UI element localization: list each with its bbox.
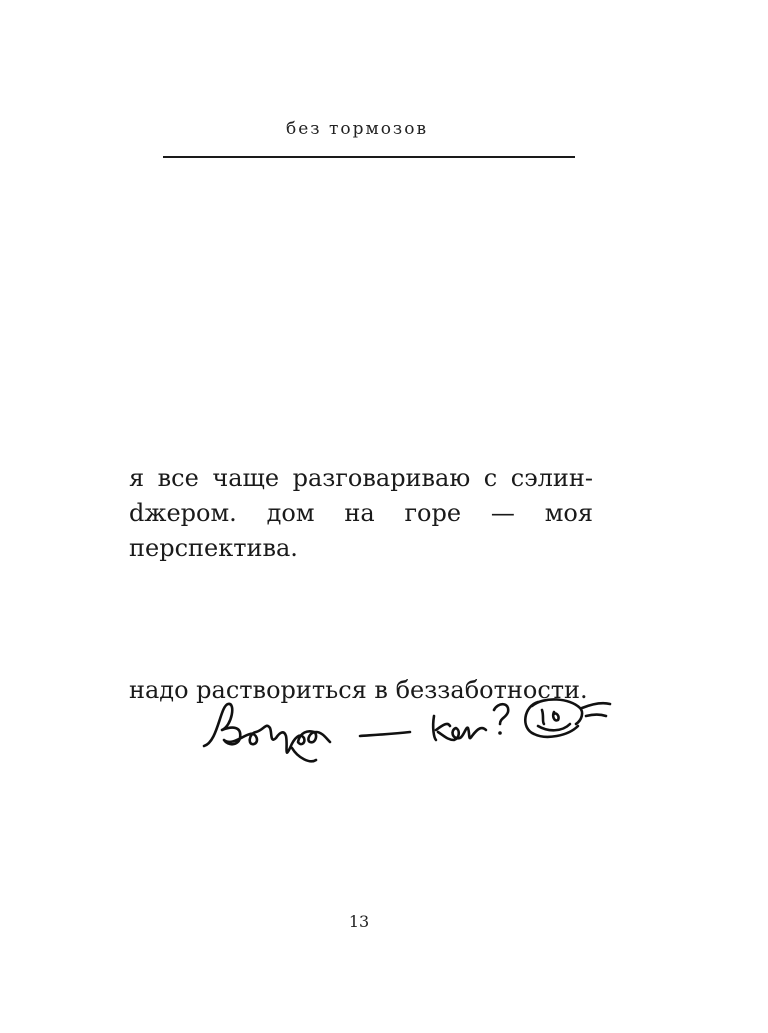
handwritten-question-mark <box>494 704 508 724</box>
page-number: 13 <box>348 912 370 931</box>
paragraph-1: я все чаще разговариваю с сэлинdжером. дом на горе — моя перспектива. <box>129 464 593 562</box>
paragraph-2: надо раствориться в беззаботности. <box>129 676 588 704</box>
handwritten-word-vopros <box>204 704 330 753</box>
header-rule <box>163 156 575 158</box>
running-head: без тормозов <box>285 119 429 139</box>
handwritten-word-vopros-tail <box>292 748 316 761</box>
handwritten-word-kak <box>433 716 486 740</box>
handwritten-dash <box>360 732 410 736</box>
handwritten-note <box>198 686 618 766</box>
